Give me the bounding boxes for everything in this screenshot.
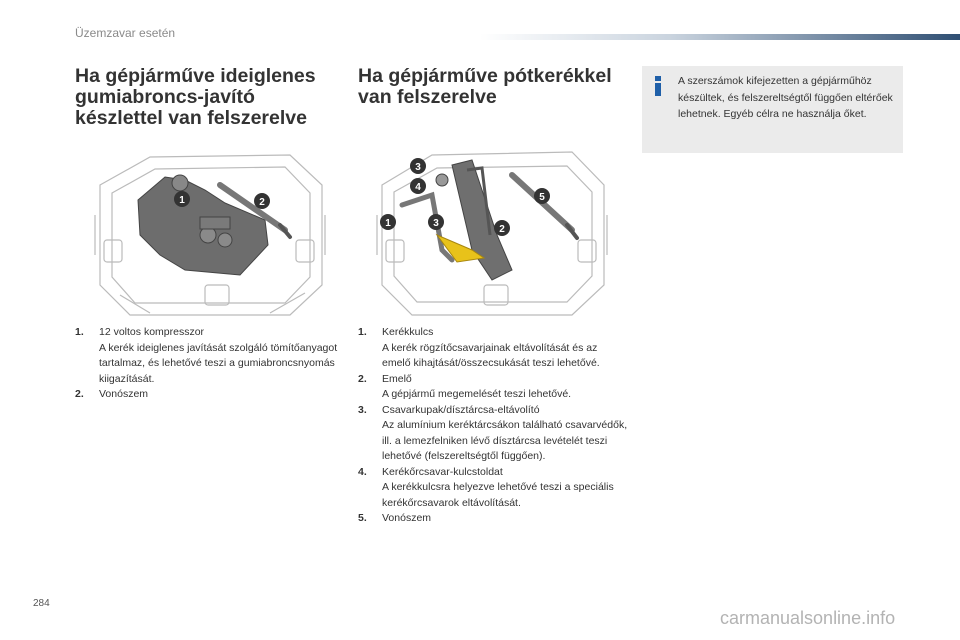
right-callout-3-top <box>410 158 426 174</box>
page-header-title: Üzemzavar esetén <box>75 26 176 40</box>
item-number: 3. <box>358 403 367 416</box>
item-number: 1. <box>75 326 84 338</box>
item-title: Kerékkulcs <box>382 326 434 338</box>
list-item <box>358 372 628 403</box>
list-item <box>75 387 340 403</box>
list-item <box>75 325 340 387</box>
left-parts-list <box>75 325 340 403</box>
right-callout-3-bottom <box>428 214 444 230</box>
item-number: 2. <box>358 372 367 385</box>
right-callout-4 <box>410 178 426 194</box>
right-callout-4-label: 4 <box>415 182 421 193</box>
item-description: A kerék ideiglenes javítását szolgáló tömítőanyagot tartalmaz, és lehetővé teszi a gumiabroncsnyomás kiigazítását. <box>99 341 338 385</box>
left-callout-1 <box>174 191 190 207</box>
item-title: 12 voltos kompresszor <box>99 326 205 338</box>
item-description: Az alumínium keréktárcsákon található csavarvédők, ill. a lemezfelniken lévő dísztárcsa levételét teszi lehetővé (felszereltségtől függően). <box>382 419 628 462</box>
item-description: A gépjármű megemelését teszi lehetővé. <box>382 388 572 400</box>
left-callout-2-label: 2 <box>259 197 265 208</box>
item-description: A kerékkulcsra helyezve lehetővé teszi a speciális kerékőrcsavarok eltávolítását. <box>382 481 614 509</box>
item-title: Vonószem <box>382 512 432 524</box>
right-callout-1-label: 1 <box>385 218 391 229</box>
item-title: Emelő <box>382 372 412 385</box>
item-title: Vonószem <box>99 388 149 400</box>
right-callout-2-label: 2 <box>499 224 505 235</box>
right-callout-1 <box>380 214 396 230</box>
compressor-kit-illustration <box>90 145 330 320</box>
item-number: 4. <box>358 465 367 478</box>
item-title: Kerékőrcsavar-kulcstoldat <box>382 465 503 478</box>
left-callout-2 <box>254 193 270 209</box>
right-section-heading: Ha gépjárműve pótkerékkel van felszerelve <box>358 65 612 108</box>
page-header-bar <box>480 34 960 40</box>
right-callout-3-top-label: 3 <box>415 162 421 173</box>
left-section-heading: Ha gépjárműve ideiglenes gumiabroncs-javító készlettel van felszerelve <box>75 65 316 129</box>
right-callout-3-bottom-label: 3 <box>433 218 439 229</box>
left-callout-1-label: 1 <box>179 195 185 206</box>
info-icon <box>651 76 665 96</box>
right-parts-list <box>358 325 628 527</box>
right-callout-5 <box>534 188 550 204</box>
list-item <box>358 325 628 372</box>
watermark: carmanualsonline.info <box>720 608 896 628</box>
list-item <box>358 511 628 527</box>
page-number: 284 <box>33 598 50 609</box>
spare-wheel-tools-illustration <box>372 140 612 320</box>
item-number: 2. <box>75 388 84 400</box>
item-description: A kerék rögzítőcsavarjainak eltávolítását és az emelő kihajtását/összecsukását teszi lehetővé. <box>382 341 600 369</box>
item-title: Csavarkupak/dísztárcsa-eltávolító <box>382 403 540 416</box>
right-callout-2 <box>494 220 510 236</box>
item-number: 5. <box>358 512 367 524</box>
list-item <box>358 465 628 512</box>
list-item <box>358 403 628 465</box>
info-text: A szerszámok kifejezetten a gépjárműhöz készültek, és felszereltségtől függően eltérőek lehetnek. Egyéb célra ne használja őket. <box>678 75 893 120</box>
info-box <box>642 66 903 153</box>
item-number: 1. <box>358 326 367 338</box>
right-callout-5-label: 5 <box>539 192 545 203</box>
